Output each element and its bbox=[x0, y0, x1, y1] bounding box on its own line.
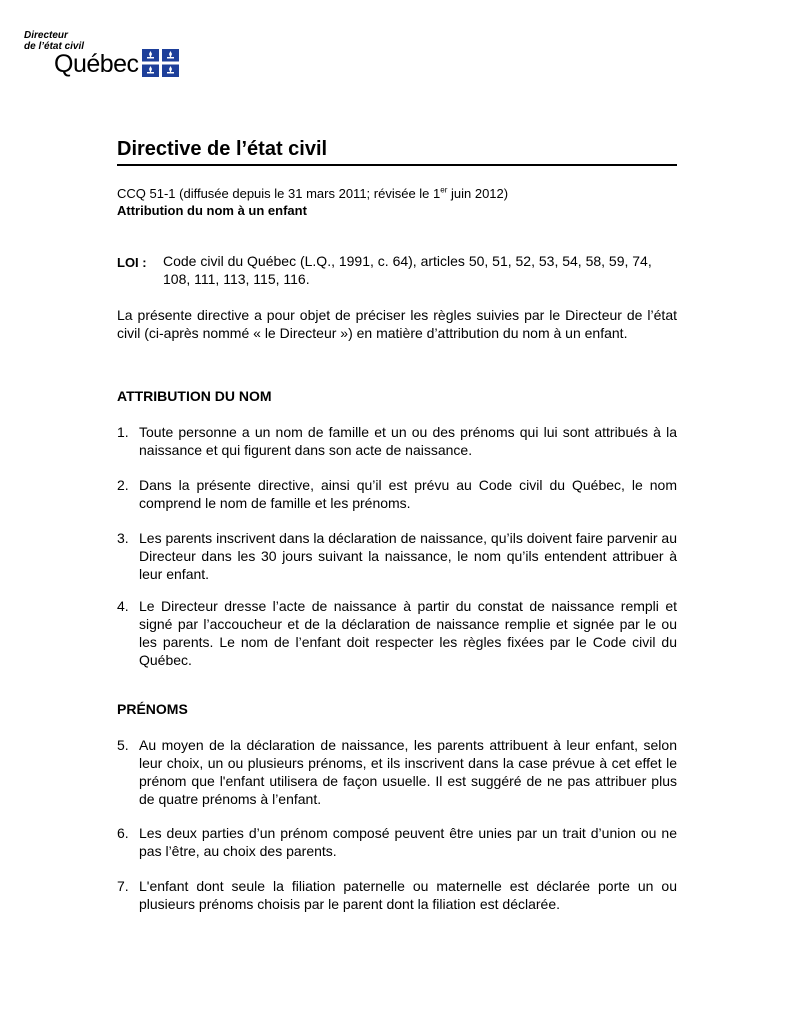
loi-block bbox=[117, 252, 677, 288]
logo-wordmark: Québec bbox=[54, 50, 139, 78]
list-item bbox=[117, 476, 677, 512]
item-text: Dans la présente directive, ainsi qu’il est prévu au Code civil du Québec, le nom comprend le nom de famille et les prénoms. bbox=[139, 477, 677, 511]
item-text: Toute personne a un nom de famille et un ou des prénoms qui lui sont attribués à la naissance et qui figurent dans son acte de naissance. bbox=[139, 424, 677, 458]
reference-subtitle: Attribution du nom à un enfant bbox=[117, 203, 307, 218]
item-number: 1. bbox=[117, 424, 129, 440]
reference-line bbox=[117, 185, 508, 202]
list-item bbox=[117, 877, 677, 913]
list-item bbox=[117, 529, 677, 583]
reference-tail: juin 2012) bbox=[447, 186, 509, 201]
list-item bbox=[117, 824, 677, 860]
item-number: 6. bbox=[117, 825, 129, 841]
list-item bbox=[117, 597, 677, 669]
reference-main: CCQ 51-1 (diffusée depuis le 31 mars 2011; révisée le 1 bbox=[117, 186, 441, 201]
logo-line-1: Directeur bbox=[24, 30, 68, 41]
item-text: Les deux parties d’un prénom composé peuvent être unies par un trait d’union ou ne pas l’être, au choix des parents. bbox=[139, 825, 677, 859]
list-item bbox=[117, 423, 677, 459]
reference-block bbox=[117, 185, 508, 219]
item-text: Au moyen de la déclaration de naissance, les parents attribuent à leur enfant, selon leur choix, un ou plusieurs prénoms, et ils inscrivent dans la case prévue à cet effet le prénom que l'enfant utilisera de façon usuelle. Il est suggéré de ne pas attribuer plus de quatre prénoms à l’enfant. bbox=[139, 737, 677, 807]
item-number: 7. bbox=[117, 878, 129, 894]
item-text: L'enfant dont seule la filiation paternelle ou maternelle est déclarée porte un ou plusieurs prénoms choisis par le parent dont la filiation est déclarée. bbox=[139, 878, 677, 912]
section-heading-attribution: ATTRIBUTION DU NOM bbox=[117, 388, 272, 404]
item-text: Le Directeur dresse l’acte de naissance à partir du constat de naissance rempli et signé par l’accoucheur et de la déclaration de naissance remplie et signée par le ou les parents. Le nom de l’enfant doit respecter les règles fixées par le Code civil du Québec. bbox=[139, 598, 677, 668]
quebec-logo bbox=[24, 30, 194, 80]
section-heading-prenoms: PRÉNOMS bbox=[117, 701, 188, 717]
logo-line-2: de l’état civil bbox=[24, 41, 85, 52]
quebec-flag-icon bbox=[142, 49, 179, 77]
list-item bbox=[117, 736, 677, 808]
reference-sup: er bbox=[440, 185, 448, 195]
intro-paragraph: La présente directive a pour objet de préciser les règles suivies par le Directeur de l’état civil (ci-après nommé « le Directeur ») en matière d’attribution du nom à un enfant. bbox=[117, 307, 677, 341]
item-number: 4. bbox=[117, 598, 129, 614]
item-number: 3. bbox=[117, 530, 129, 546]
loi-text: Code civil du Québec (L.Q., 1991, c. 64), articles 50, 51, 52, 53, 54, 58, 59, 74, 108, 111, 113, 115, 116. bbox=[163, 253, 652, 287]
loi-label: LOI : bbox=[117, 255, 147, 270]
page-title: Directive de l’état civil bbox=[117, 136, 677, 166]
item-number: 5. bbox=[117, 737, 129, 753]
item-number: 2. bbox=[117, 477, 129, 493]
item-text: Les parents inscrivent dans la déclaration de naissance, qu’ils doivent faire parvenir au Directeur dans les 30 jours suivant la naissance, le nom qu’ils entendent attribuer à leur enfant. bbox=[139, 530, 677, 582]
